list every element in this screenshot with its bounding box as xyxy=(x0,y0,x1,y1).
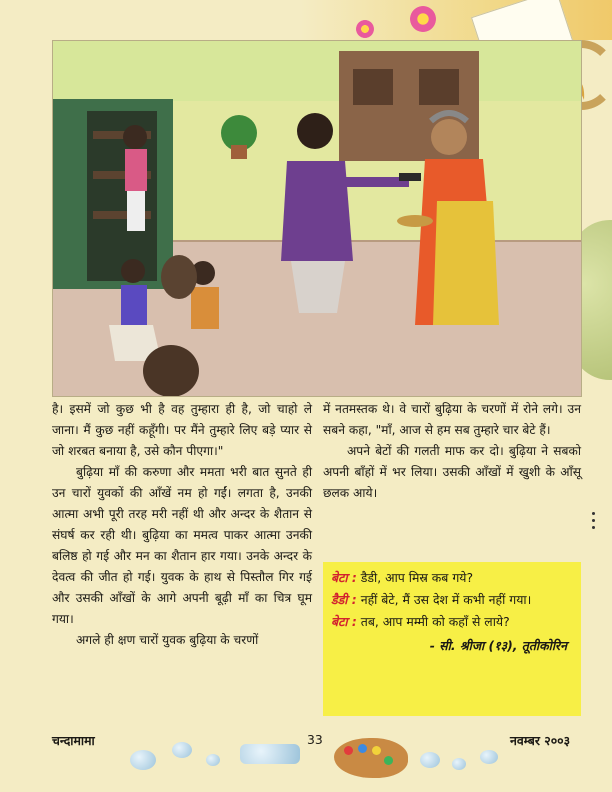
margin-dots xyxy=(592,508,596,533)
bubble-decoration xyxy=(420,752,440,768)
story-paragraph: बुढ़िया माँ की करुणा और ममता भरी बात सुनते ही उन चारों युवकों की आँखें नम हो गईं। लगता है, उनकी आत्मा अभी पूरी तरह मरी नहीं थी और अन्दर के शैतान से संघर्ष कर रही थी। बुढ़िया का ममत्व पाकर आत्मा उनकी बलिष्ठ हो गई और मन का शैतान हार गया। उनके अन्दर के देवत्व की जीत हो गई। युवक के हाथ से पिस्तौल गिर गई और उसकी आँखों के आगे अपनी बूढ़ी माँ का चित्र घूम गया। xyxy=(52,465,312,626)
flower-decoration xyxy=(410,6,436,32)
joke-line xyxy=(331,567,573,589)
bubble-decoration xyxy=(480,750,498,764)
joke-line xyxy=(331,589,573,611)
joke-box xyxy=(323,562,581,716)
bubble-decoration xyxy=(452,758,466,770)
bubble-decoration xyxy=(206,754,220,766)
paint-palette-icon xyxy=(334,738,408,778)
joke-speaker: डैडी : xyxy=(331,592,357,607)
story-column-right xyxy=(323,399,581,504)
story-paragraph: है। इसमें जो कुछ भी है वह तुम्हारा ही है, जो चाहो ले जाना। मैं कुछ नहीं कहूँगी। पर मैंने तुम्हारे लिए बड़े प्यार से जो शरबत बनाया है, उसे कौन पीएगा।" xyxy=(52,402,312,458)
story-column-left xyxy=(52,399,312,651)
joke-text: तब, आप मम्मी को कहाँ से लाये? xyxy=(356,614,510,629)
page-number: 33 xyxy=(307,732,323,747)
joke-line xyxy=(331,611,573,633)
joke-speaker: बेटा : xyxy=(331,570,357,585)
joke-credit: - सी. श्रीजा (१३), तूतीकोरिन xyxy=(429,638,567,653)
page-footer xyxy=(0,728,612,792)
story-paragraph: अपने बेटों की गलती माफ कर दो। बुढ़िया ने सबको अपनी बाँहों में भर लिया। उसकी आँखों में खुशी के आँसू छलक आये। xyxy=(323,444,581,500)
magazine-name: चन्दामामा xyxy=(52,733,95,748)
story-illustration xyxy=(52,40,582,397)
flower-decoration xyxy=(356,20,374,38)
bubble-decoration xyxy=(172,742,192,758)
illustration-scene xyxy=(53,41,582,397)
story-paragraph: अगले ही क्षण चारों युवक बुढ़िया के चरणों xyxy=(76,633,259,647)
paper-strip-decoration xyxy=(240,744,300,764)
joke-speaker: बेटा : xyxy=(331,614,357,629)
issue-date: नवम्बर २००३ xyxy=(510,733,571,748)
bubble-decoration xyxy=(130,750,156,770)
story-paragraph: में नतमस्तक थे। वे चारों बुढ़िया के चरणों में रोने लगे। उन सबने कहा, "माँ, आज से हम सब तुम्हारे चार बेटे हैं। xyxy=(323,402,581,437)
joke-text: नहीं बेटे, मैं उस देश में कभी नहीं गया। xyxy=(356,592,532,607)
joke-text: डैडी, आप मिस्र कब गये? xyxy=(356,570,474,585)
